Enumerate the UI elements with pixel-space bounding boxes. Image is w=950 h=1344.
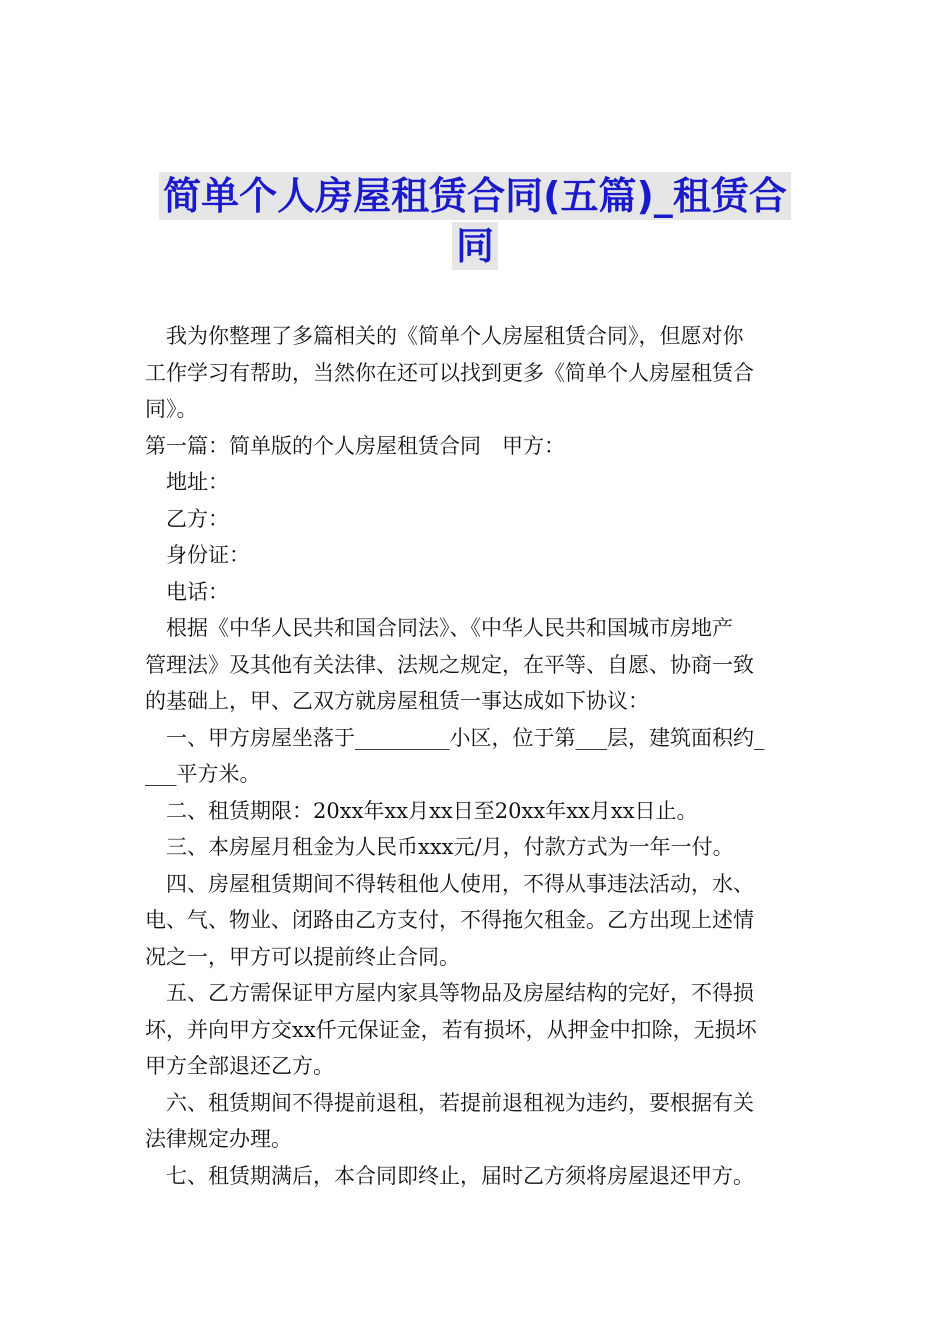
field-party-b: 乙方： xyxy=(166,506,229,531)
text-line: 的基础上，甲、乙双方就房屋租赁一事达成如下协议： xyxy=(145,689,649,713)
clause-5 xyxy=(145,975,810,1085)
text-line: 坏，并向甲方交xx仟元保证金，若有损坏，从押金中扣除，无损坏 xyxy=(145,1017,757,1042)
clause-1 xyxy=(145,720,810,793)
clause-6 xyxy=(145,1085,810,1158)
field-address: 地址： xyxy=(166,470,229,494)
clause-4 xyxy=(145,866,810,976)
field-id-card: 身份证： xyxy=(166,543,250,567)
text-line: 同》。 xyxy=(145,397,198,421)
title-line-2: 同 xyxy=(452,222,498,270)
document-body xyxy=(145,318,810,1194)
text-line: 管理法》及其他有关法律、法规之规定，在平等、自愿、协商一致 xyxy=(145,652,754,677)
title-line-1: 简单个人房屋租赁合同(五篇)_租赁合 xyxy=(159,172,791,220)
document-title xyxy=(0,172,950,270)
text-line: 工作学习有帮助，当然你在还可以找到更多《简单个人房屋租赁合 xyxy=(145,360,754,385)
text-line: 根据《中华人民共和国合同法》、《中华人民共和国城市房地产 xyxy=(166,616,733,640)
paragraph-basis xyxy=(145,610,810,720)
text-line: 六、租赁期间不得提前退租，若提前退租视为违约，要根据有关 xyxy=(166,1090,754,1115)
text-line: 法律规定办理。 xyxy=(145,1127,292,1151)
text-line: 我为你整理了多篇相关的《简单个人房屋租赁合同》，但愿对你 xyxy=(166,324,744,348)
paragraph-intro xyxy=(145,318,810,428)
field-phone: 电话： xyxy=(166,579,229,604)
text-line: 一、甲方房屋坐落于_________小区，位于第___层，建筑面积约_ xyxy=(166,725,765,750)
text-line: 五、乙方需保证甲方屋内家具等物品及房屋结构的完好，不得损 xyxy=(166,981,754,1005)
text-line: 电、气、物业、闭路由乙方支付，不得拖欠租金。乙方出现上述情 xyxy=(145,908,754,932)
section-heading: 第一篇：简单版的个人房屋租赁合同 甲方： xyxy=(145,433,565,458)
text-line: 况之一，甲方可以提前终止合同。 xyxy=(145,944,460,969)
clause-3: 三、本房屋月租金为人民币xxx元/月，付款方式为一年一付。 xyxy=(166,835,734,859)
text-line: 四、房屋租赁期间不得转租他人使用，不得从事违法活动，水、 xyxy=(166,871,754,896)
clause-7: 七、租赁期满后，本合同即终止，届时乙方须将房屋退还甲方。 xyxy=(166,1163,754,1188)
text-line: ___平方米。 xyxy=(145,762,261,786)
text-line: 甲方全部退还乙方。 xyxy=(145,1054,334,1078)
clause-2: 二、租赁期限：20xx年xx月xx日至20xx年xx月xx日止。 xyxy=(166,798,698,823)
